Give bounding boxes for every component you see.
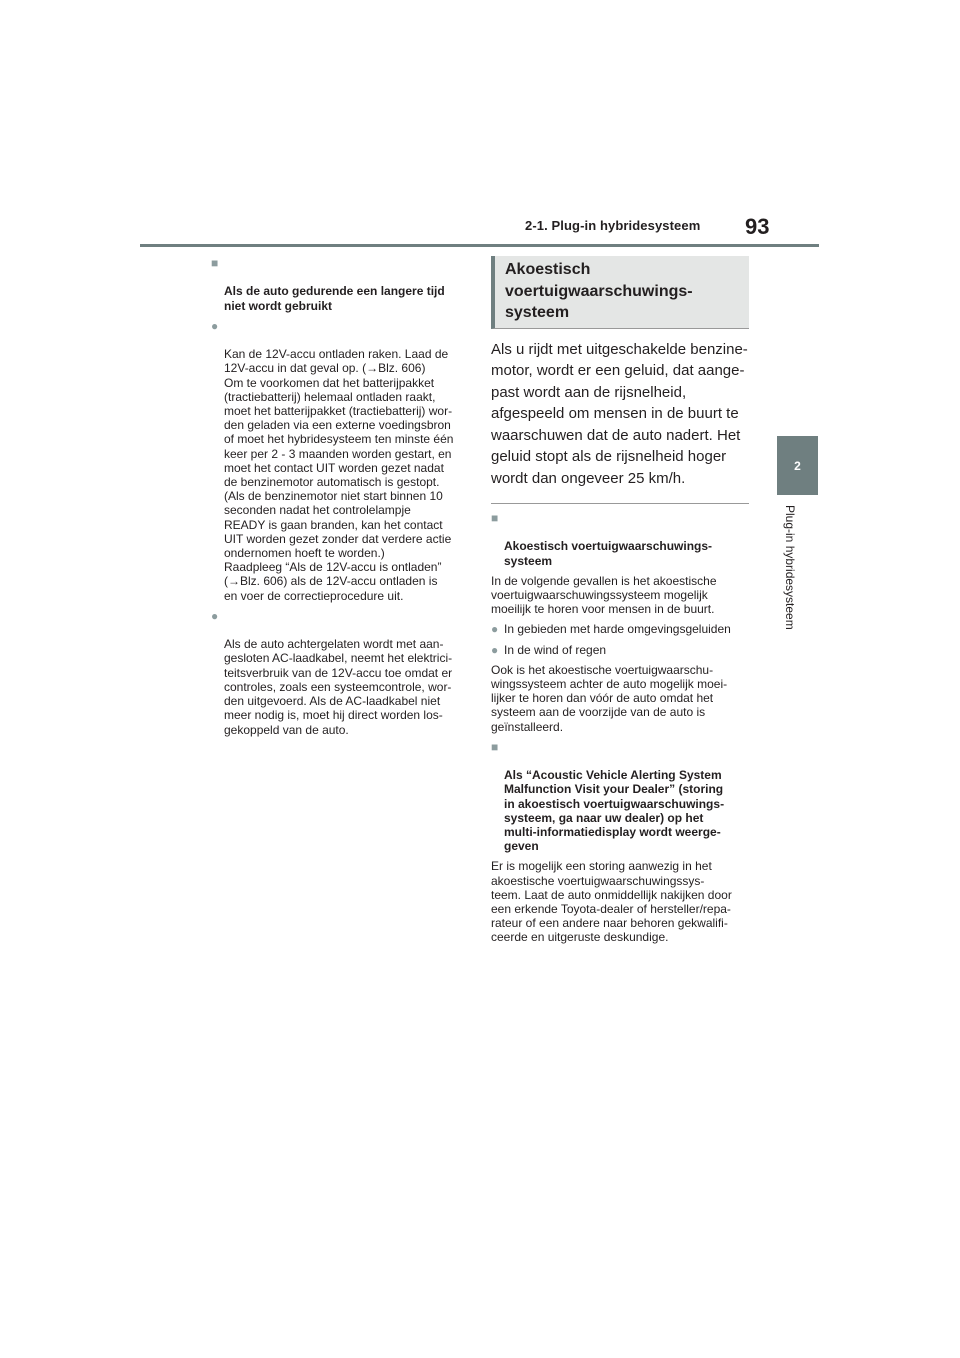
bullet-text: In de wind of regen bbox=[504, 642, 607, 657]
list-item bbox=[211, 319, 467, 603]
paragraph: In de volgende gevallen is het akoestische voertuigwaarschuwingssysteem mogelijk moeilijk te horen voor mensen in de buurt. bbox=[491, 573, 717, 617]
paragraph: Er is mogelijk een storing aanwezig in het akoestische voertuigwaarschuwingssys- teem. Laat de auto onmiddellijk nakijken door een erkende Toyota-dealer of hersteller/repa- rateur of een andere naar behoren gekwalifi- ceerde en uitgeruste deskundige. bbox=[491, 859, 732, 945]
square-bullet-icon: ■ bbox=[491, 511, 499, 525]
left-column bbox=[211, 256, 467, 743]
list-item bbox=[491, 643, 749, 657]
square-bullet-icon: ■ bbox=[491, 739, 499, 754]
circle-bullet-icon: ● bbox=[491, 642, 499, 657]
circle-bullet-icon: ● bbox=[491, 622, 499, 637]
section-heading-long-term bbox=[211, 256, 467, 313]
heading-text: Als “Acoustic Vehicle Alerting System Malfunction Visit your Dealer” (storing in akoestisch voertuigwaarschuwings- systeem, ga naar uw dealer) op het multi-informatiedisplay wordt weerge- geven bbox=[504, 768, 725, 854]
divider bbox=[491, 503, 749, 504]
chapter-tab bbox=[777, 436, 818, 495]
section-title-box: Akoestisch voertuigwaarschuwings- systeem bbox=[491, 256, 749, 329]
chapter-title: Plug-in hybridesysteem bbox=[783, 505, 797, 630]
right-column bbox=[491, 256, 749, 951]
page-number: 93 bbox=[745, 214, 770, 239]
bullet-text: Kan de 12V-accu ontladen raken. Laad de 12V-accu in dat geval op. (→Blz. 606) Om te voorkomen dat het batterijpakket (tractiebatterij) helemaal ontladen raakt, moet het batterijpakket (tractiebatterij) wor- den geladen via een externe voedingsbron of moet het hybridesysteem ten minste één keer per 2 - 3 maanden worden gestart, en moet het contact UIT worden gezet nadat de benzinemotor automatisch is gestopt. (Als de benzinemotor niet start binnen 10 seconden nadat het controlelampje READY is gaan branden, kan het contact UIT worden gezet zonder dat verdere actie ondernomen hoeft te worden.) Raadpleeg “Als de 12V-accu is ontladen” (→Blz. 606) als de 12V-accu ontladen is en voer de correctieprocedure uit. bbox=[224, 347, 454, 603]
heading-text: Als de auto gedurende een langere tijd niet wordt gebruikt bbox=[224, 284, 445, 313]
heading-text: Akoestisch voertuigwaarschuwings- systeem bbox=[504, 539, 713, 568]
header-rule bbox=[140, 244, 819, 247]
bullet-text: In gebieden met harde omgevingsgeluiden bbox=[504, 622, 731, 637]
intro-paragraph: Als u rijdt met uitgeschakelde benzine- motor, wordt er een geluid, dat aange- past wordt aan de rijsnelheid, afgespeeld om mensen in de buurt te waarschuwen dat de auto nadert. Het geluid stopt als de rijsnelheid hoger wordt dan ongeveer 25 km/h. bbox=[491, 340, 748, 487]
circle-bullet-icon: ● bbox=[211, 608, 219, 623]
subheading-malfunction bbox=[491, 740, 749, 854]
subheading-avas bbox=[491, 511, 749, 568]
chapter-number: 2 bbox=[794, 458, 801, 473]
section-header: 2-1. Plug-in hybridesysteem bbox=[525, 218, 701, 233]
list-item bbox=[491, 622, 749, 636]
paragraph: Ook is het akoestische voertuigwaarschu- wingssysteem achter de auto mogelijk moei- lijker te horen dan vóór de auto omdat het systeem aan de voorzijde van de auto is geïnstalleerd. bbox=[491, 662, 728, 734]
bullet-text: Als de auto achtergelaten wordt met aan- gesloten AC-laadkabel, neemt het elektrici- teitsverbruik van de 12V-accu toe omdat er controles, zoals een systeemcontrole, wor- den uitgevoerd. Als de AC-laadkabel niet meer nodig is, moet hij direct worden los- gekoppeld van de auto. bbox=[224, 637, 453, 737]
list-item bbox=[211, 609, 467, 737]
square-bullet-icon: ■ bbox=[211, 256, 219, 270]
circle-bullet-icon: ● bbox=[211, 318, 219, 333]
